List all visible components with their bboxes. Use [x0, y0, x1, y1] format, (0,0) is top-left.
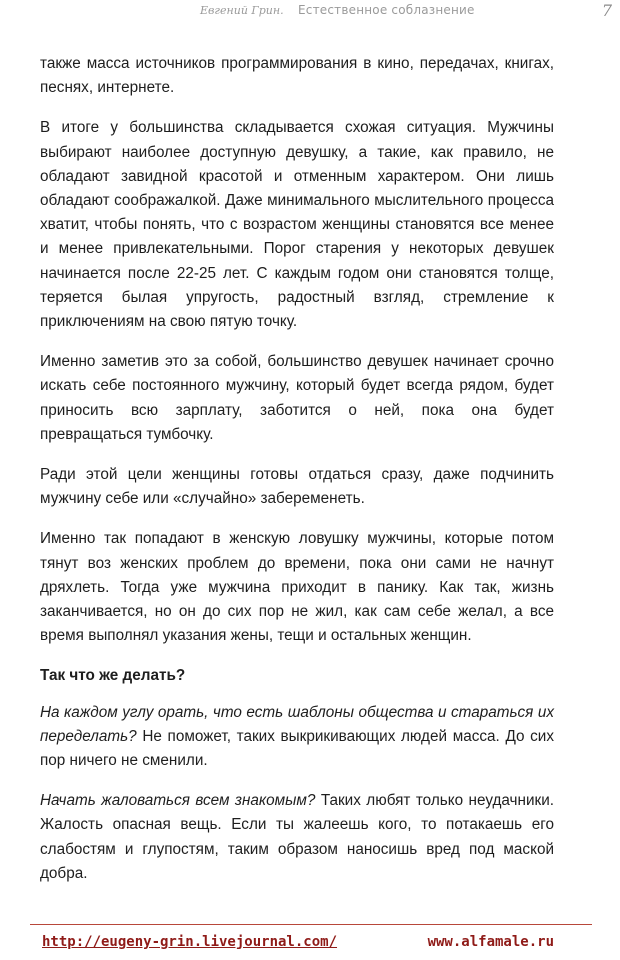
- paragraph: Именно так попадают в женскую ловушку мужчины, которые потом тянут воз женских проблем до времени, пока они сами не начнут дряхлеть. Тогда уже мужчина приходит в панику. Как так, жизнь заканчивается, но он до сих пор не жил, как сам себе желал, а все время выполнял указания жены, тещи и остальных женщин.: [40, 530, 554, 645]
- paragraph: также масса источников программирования в кино, передачах, книгах, песнях, интернете.: [40, 55, 554, 97]
- paragraph-question-2: [40, 789, 554, 886]
- section-heading: Так что же делать?: [40, 667, 186, 685]
- page-number: 7: [601, 1, 612, 20]
- question-answer: Таких любят только неудачники. Жалость опасная вещь. Если ты жалеешь кого, то потакаешь его слабостям и глупостям, таким образом наносишь вред под маской добра.: [40, 792, 555, 882]
- page-body: [40, 52, 554, 902]
- paragraph: Ради этой цели женщины готовы отдаться сразу, даже подчинить мужчину себе или «случайно» забеременеть.: [40, 466, 554, 508]
- footer-divider: [30, 924, 592, 925]
- paragraph-question-1: [40, 701, 554, 774]
- question-italic: Начать жаловаться всем знакомым?: [40, 792, 316, 810]
- paragraph: Именно заметив это за собой, большинство девушек начинает срочно искать себе постоянного мужчину, который будет всегда рядом, будет приносить всю зарплату, заботится о ней, пока она будет превращаться тумбочку.: [40, 353, 554, 443]
- question-italic: На каждом углу орать, что есть шаблоны общества и стараться их переделать?: [40, 703, 554, 745]
- paragraph: В итоге у большинства складывается схожая ситуация. Мужчины выбирают наиболее доступную девушку, а такие, как правило, не обладают завидной красотой и отменным характером. Они лишь обладают соображалкой. Даже минимального мыслительного процесса хватит, чтобы понять, что с возрастом женщины становятся все менее и менее привлекательными. Порог старения у некоторых девушек начинается после 22-25 лет. С каждым годом они становятся толще, теряется былая упругость, радостный взгляд, стремление к приключениям на свою пятую точку.: [40, 119, 554, 331]
- header-author: Евгений Грин.: [200, 4, 284, 17]
- question-answer: Не поможет, таких выкрикивающих людей масса. До сих пор ничего не сменили.: [40, 727, 554, 770]
- header-book-title: Естественное соблазнение: [298, 3, 475, 17]
- page-header: [0, 0, 620, 24]
- footer-blog-link[interactable]: http://eugeny-grin.livejournal.com/: [42, 934, 338, 950]
- footer-site-link[interactable]: www.alfamale.ru: [427, 934, 554, 950]
